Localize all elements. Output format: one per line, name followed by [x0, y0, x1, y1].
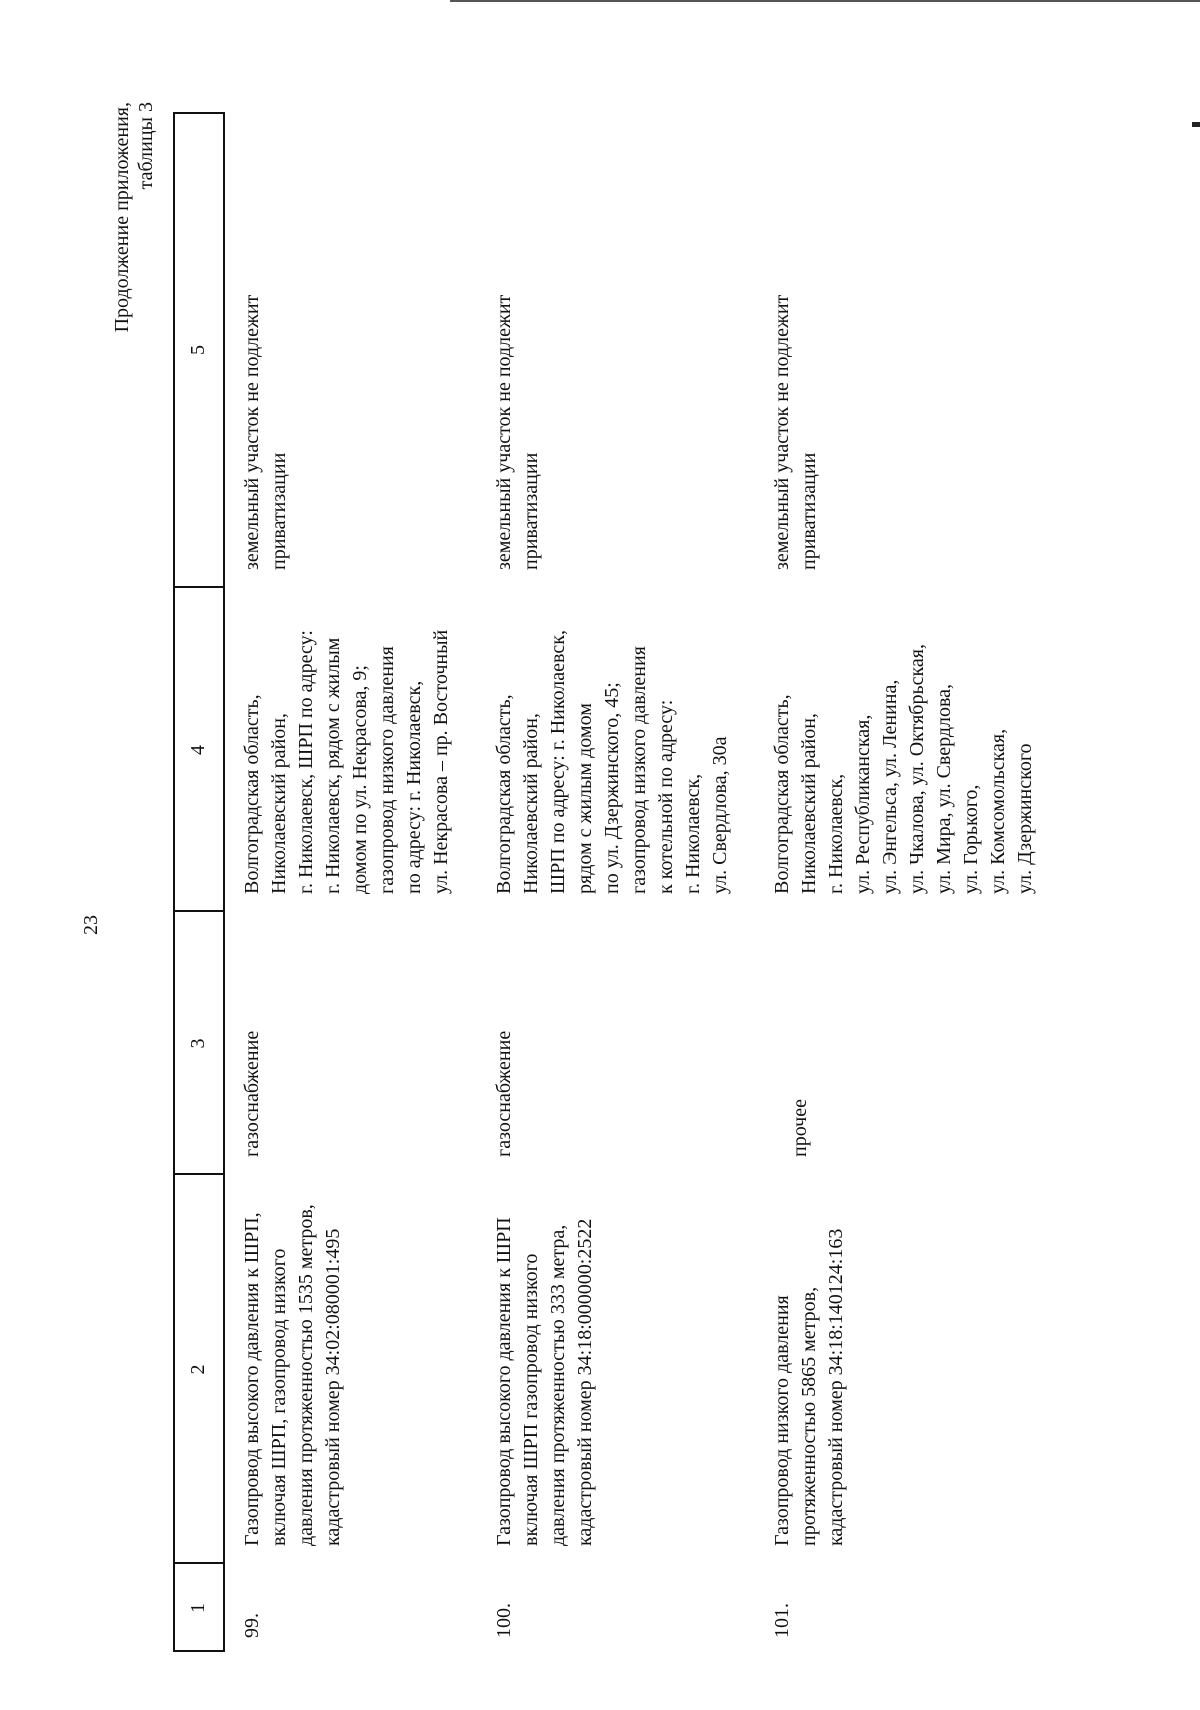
column-header-1: 1: [187, 1603, 209, 1613]
row-number: 100.: [493, 1603, 515, 1638]
column-header-2: 2: [187, 1364, 209, 1375]
table-caption: [110, 102, 158, 332]
scan-edge-mark: [450, 0, 1200, 2]
table-header-rule: [223, 112, 225, 1652]
row-number: 101.: [771, 1603, 793, 1638]
object-purpose: газоснабжение: [493, 1030, 515, 1157]
row-number: 99.: [241, 1613, 263, 1638]
page-number: 23: [80, 915, 102, 935]
object-description: Газопровод высокого давления к ШРП, включая ШРП, газопровод низкого давления протяженностью 1535 метров, кадастровый номер 34:02:080001:495: [241, 1204, 344, 1546]
object-description: Газопровод низкого давления протяженностью 5865 метров, кадастровый номер 34:18:140124:163: [771, 1228, 847, 1546]
object-address: Волгоградская область, Николаевский район, ШРП по адресу: г. Николаевск, рядом с жилым домом по ул. Дзержинского, 45; газопровод низкого давления к котельной по адресу: г. Николаевск, ул. Свердлова, 30а: [493, 630, 731, 894]
privatization-note: земельный участок не подлежит приватизации: [241, 294, 290, 570]
object-address: Волгоградская область, Николаевский район, г. Николаевск, ШРП по адресу: г. Николаевск, рядом с жилым домом по ул. Некрасова, 9; газопровод низкого давления по адресу: г. Николаевск, ул. Некрасова – пр. Восточный: [241, 629, 452, 894]
rotated-page: [0, 60, 1200, 1710]
object-purpose: газоснабжение: [241, 1030, 263, 1157]
caption-line-2: таблицы 3: [135, 102, 157, 190]
object-address: Волгоградская область, Николаевский район, г. Николаевск, ул. Республиканская, ул. Энгельса, ул. Ленина, ул. Чкалова, ул. Октябрьская, ул. Мира, ул. Свердлова, ул. Горького, ул. Комсомольская, ул. Дзержинского: [771, 644, 1036, 894]
caption-line-1: Продолжение приложения,: [111, 102, 133, 333]
data-table: [173, 112, 1195, 1652]
object-description: Газопровод высокого давления к ШРП включая ШРП газопровод низкого давления протяженностью 333 метра, кадастровый номер 34:18:000000:2522: [493, 1217, 596, 1546]
object-purpose: прочее: [789, 1099, 811, 1157]
privatization-note: земельный участок не подлежит приватизации: [771, 294, 820, 570]
column-header-3: 3: [187, 1038, 209, 1049]
privatization-note: земельный участок не подлежит приватизации: [493, 294, 542, 570]
column-header-4: 4: [187, 745, 209, 755]
column-header-5: 5: [187, 345, 209, 355]
